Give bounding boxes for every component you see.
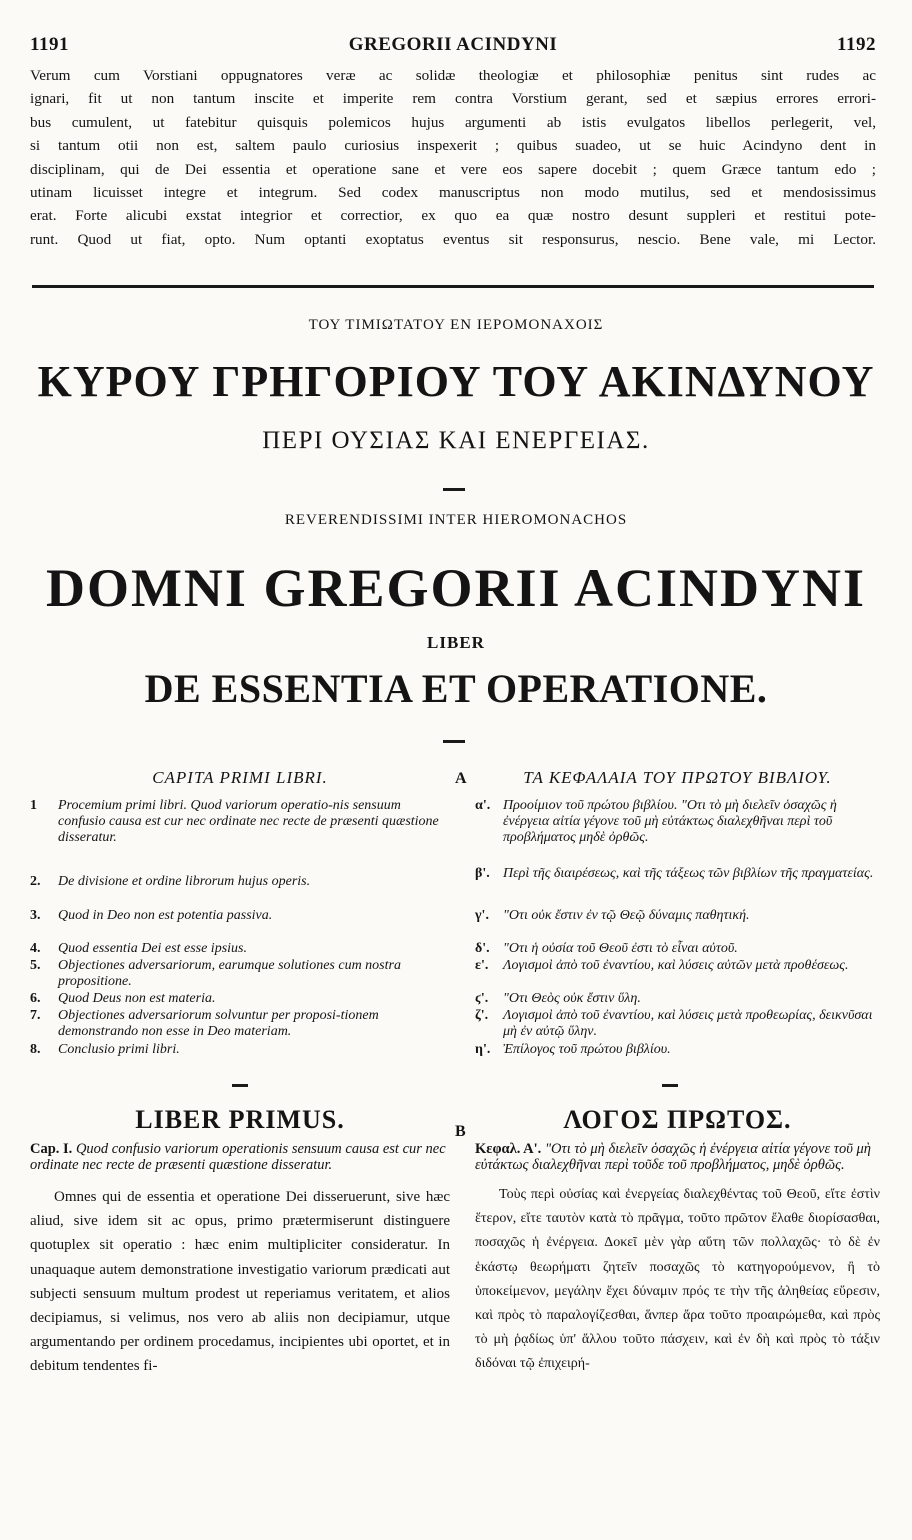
toc-latin-list: [30, 798, 450, 1098]
margin-letter-b: B: [455, 1123, 466, 1140]
toc-greek-item: ϛ'. "Οτι Θεὸς οὐκ ἔστιν ὕλη.: [475, 991, 641, 1006]
preface-line: si tantum otii non est, saltem paulo curiosius inspexerit ; quibus suadeo, ut se huic Acindyno dent in: [30, 137, 876, 155]
greek-title: ΚΥΡΟΥ ΓΡΗΓΟΡΙΟΥ ΤΟΥ ΑΚΙΝΔΥΝΟΥ: [37, 357, 875, 406]
page-number-left: 1191: [30, 34, 69, 55]
toc-latin-item: 7. Objectiones adversariorum solvuntur per proposi-tionem demonstrando non esse in Deo materiam.: [30, 1008, 379, 1039]
latin-title: DOMNI GREGORII ACINDYNI: [45, 558, 867, 618]
toc-greek-item: γ'. "Οτι οὐκ ἔστιν ἐν τῷ Θεῷ δύναμις παθητική.: [475, 908, 750, 923]
latin-subtitle: REVERENDISSIMI INTER HIEROMONACHOS: [284, 512, 628, 528]
toc-greek-item: η'. Ἐπίλογος τοῦ πρώτου βιβλίου.: [475, 1042, 671, 1057]
preface-line: erat. Forte alicubi exstat integrior et correctior, ex quo ea quæ nostro desunt suppleri et restitui pote-: [30, 207, 876, 225]
toc-latin-item: 8. Conclusio primi libri.: [30, 1042, 180, 1057]
chapter-title-greek: [475, 1141, 880, 1173]
greek-subtitle: ΤΟΥ ΤΙΜΙΩΤΑΤΟΥ ΕΝ ΙΕΡΟΜΟΝΑΧΟΙΣ: [308, 317, 604, 333]
page-number-right: 1192: [837, 34, 876, 55]
toc-greek-list: [475, 798, 880, 1098]
greek-body-text: [475, 1183, 880, 1377]
running-title: GREGORII ACINDYNI: [348, 34, 558, 55]
toc-latin-item: 4. Quod essentia Dei est esse ipsius.: [30, 941, 247, 956]
logos-protos-heading: ΛΟΓΟΣ ΠΡΩΤΟΣ.: [563, 1105, 792, 1134]
chapter-title-latin: [30, 1141, 450, 1173]
toc-greek-item: ε'. Λογισμοὶ ἀπὸ τοῦ ἐναντίου, καὶ λύσεις αὐτῶν μετὰ προθέσεως.: [475, 958, 849, 973]
toc-latin: [30, 768, 450, 788]
chapter-title-text: Quod confusio variorum operationis sensuum causa est cur nec ordinate nec recte de præsenti quæstione disseratur.: [30, 1141, 446, 1173]
toc-greek-item: β'. Περὶ τῆς διαιρέσεως, καὶ τῆς τάξεως τῶν βιβλίων τῆς πραγματείας.: [475, 866, 874, 881]
divider-dash: [662, 1084, 678, 1087]
preface-line: bus cumulent, ut fatebitur quisquis polemicos hujus argumenti ab istis evulgatos libellos perlegerit, vel,: [30, 113, 876, 131]
preface-line: disciplinam, qui de Dei essentia et operatione sane et vere eos sapere docebit ; quem Græce tantum edo ;: [30, 160, 876, 178]
toc-greek-heading: ΤΑ ΚΕΦΑΛΑΙΑ ΤΟΥ ΠΡΩΤΟΥ ΒΙΒΛΙΟΥ.: [523, 768, 832, 787]
toc-latin-item: 3. Quod in Deo non est potentia passiva.: [30, 908, 273, 923]
preface-line: runt. Quod ut fiat, opto. Num optanti exoptatus eventus sit responsurus, nescio. Bene vale, mi Lector.: [30, 230, 876, 248]
toc-greek-item: δ'. "Οτι ἡ οὐσία τοῦ Θεοῦ ἐστι τὸ εἶναι αὐτοῦ.: [475, 941, 738, 956]
toc-greek-item: α'. Προοίμιον τοῦ πρώτου βιβλίου. "Οτι τὸ μὴ διελεῖν ὁσαχῶς ἡ ἐνέργεια αἰτία γέγονε τοῦ μὴ εὐτάκτως διαλεχθῆναι περὶ τοῦ προβλήματος μηδὲ ὀρθῶς.: [475, 798, 837, 845]
toc-greek: [475, 768, 880, 788]
toc-latin-item: 2. De divisione et ordine librorum hujus operis.: [30, 874, 311, 889]
latin-paragraph: Omnes qui de essentia et operatione Dei disseruerunt, sive hæc aliud, sive idem sit ac opus, primo prætermiserunt distinguere quotuplex sit operatio : hæc enim multipliciter consideratur. In unaquaque autem demonstratione investigatio variorum prædicati aut subjecti sensuum multum prodest ut reperiamus veritatem, et alios decipiamus, si velimus, nos vero ab aliis non decipiamur, utque argumentando per ordinem procedamus, incipientes ubi oportet, et in debitum tendentes fi-: [30, 1189, 450, 1375]
preface-line: Verum cum Vorstiani oppugnatores veræ ac solidæ theologiæ et philosophiæ penitus sint rudes ac: [30, 67, 876, 84]
divider-dash: [443, 740, 465, 743]
latin-body-text: [30, 1185, 450, 1379]
preface-line: ignari, fit ut non tantum inscite et imperite rem contra Vorstium gerant, sed et sæpius errores errori-: [30, 90, 876, 108]
divider-dash: [232, 1084, 248, 1087]
margin-letter-a: A: [455, 770, 467, 787]
running-head: [30, 34, 876, 58]
preface-paragraph: [30, 64, 876, 251]
chapter-title-text: "Οτι τὸ μὴ διελεῖν ὁσαχῶς ἡ ἐνέργεια αἰτία γέγονε τοῦ μὴ εὐτάκτως διαλεχθῆναι περὶ τοῦδε τοῦ προβλήματος, μηδὲ ὀρθῶς.: [475, 1141, 871, 1173]
liber-primus: [30, 1105, 450, 1379]
toc-latin-item: 5. Objectiones adversariorum, earumque solutiones cum nostra propositione.: [30, 958, 401, 989]
toc-latin-item: 1 Procemium primi libri. Quod variorum operatio-nis sensuum confusio causa est cur nec ordinate nec recte de præsenti quæstione disseratur.: [30, 798, 439, 845]
toc-latin-heading: CAPITA PRIMI LIBRI.: [152, 768, 328, 787]
chapter-label: Κεφαλ. Α'.: [475, 1141, 542, 1157]
chapter-label: Cap. I.: [30, 1141, 73, 1157]
toc-greek-item: ζ'. Λογισμοὶ ἀπὸ τοῦ ἐναντίου, καὶ λύσεις μετὰ προθεωρίας, δεικνῦσαι μὴ ἐν αὐτῷ ὕλην.: [475, 1008, 873, 1039]
latin-liber: LIBER: [427, 633, 485, 652]
toc-latin-item: 6. Quod Deus non est materia.: [30, 991, 216, 1006]
latin-title-2: DE ESSENTIA ET OPERATIONE.: [144, 666, 768, 711]
divider-dash: [443, 488, 465, 491]
greek-subtitle-2: ΠΕΡΙ ΟΥΣΙΑΣ ΚΑΙ ΕΝΕΡΓΕΙΑΣ.: [262, 427, 650, 454]
liber-primus-heading: LIBER PRIMUS.: [135, 1105, 345, 1134]
logos-protos: [475, 1105, 880, 1377]
section-rule: [32, 285, 874, 288]
preface-line: utinam licuisset integre et integrum. Sed codex manuscriptus non modo mutilus, sed et mendosissimus: [30, 184, 876, 202]
greek-paragraph: Τοὺς περὶ οὐσίας καὶ ἐνεργείας διαλεχθέντας τοῦ Θεοῦ, εἴτε ἐστὶν ἕτερον, εἴτε ταυτὸν κατὰ τὸ πρᾶγμα, τοῦτο πρῶτον ἔλαθε διορίσασθαι, ποσαχῶς ἡ ἐνέργεια. Δοκεῖ μὲν γὰρ αὕτη τῶν πολλαχῶς· τὸ δὲ ἐν ἑκάστῳ θεωρήματι ζητεῖν ποσαχῶς τὸ κατηγορούμενον, ἢ τὸ ὑποκείμενον, μεγάλην ἔχει δύναμιν πρός τε τὴν τῆς ἀληθείας εὕρεσιν, καὶ πρὸς τὸ παραλογίζεσθαι, ἅνπερ ἄρα τοῦτο προαιρώμεθα, καὶ πρὸς τὸ μὴ ῥᾳδίως ὑπ' ἄλλου τοῦτο πάσχειν, καὶ ἐν δὴ καὶ πρὸς τὸ τάξιν διδόναι τῷ ἐπιχειρή-: [475, 1187, 880, 1372]
